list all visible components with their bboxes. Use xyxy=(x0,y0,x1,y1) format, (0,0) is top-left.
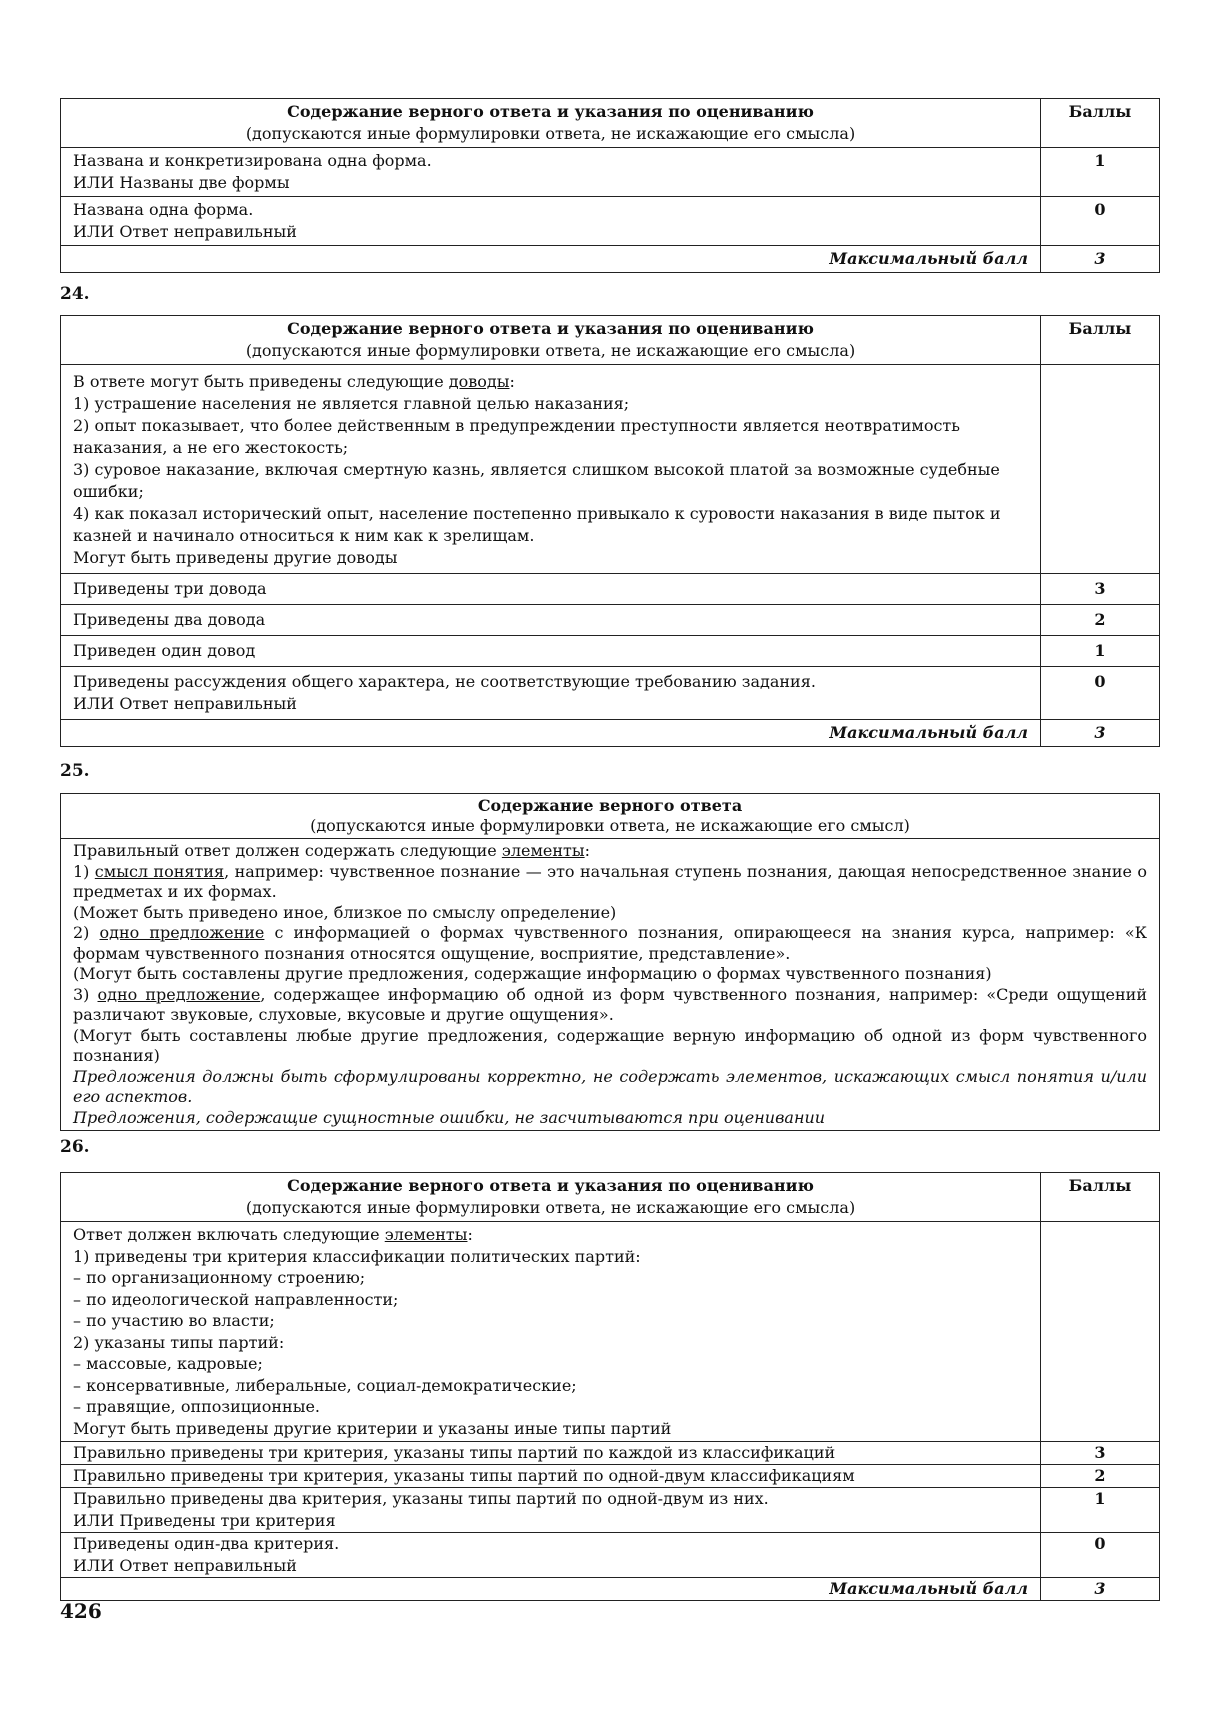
table-row xyxy=(61,1533,1160,1578)
task23-table xyxy=(60,98,1160,273)
element-note: (Может быть приведено иное, близкое по смыслу определение) xyxy=(73,902,617,922)
task25-header-sub: (допускаются иные формулировки ответа, не искажающие его смысл) xyxy=(310,816,910,835)
task26-intro xyxy=(73,1224,1028,1246)
task24-content-row xyxy=(61,365,1160,574)
intro-underlined: элементы xyxy=(384,1225,468,1244)
table-row xyxy=(61,197,1160,246)
task26-header xyxy=(61,1173,1041,1222)
row-text: Правильно приведены два критерия, указаны типы партий по одной-двум из них. xyxy=(73,1489,769,1508)
list-item: 4) как показал исторический опыт, население постепенно привыкало к суровости наказания в виде пыток и казней и начинало относиться к ним как к зрелищам. xyxy=(73,504,1001,545)
row-text: Приведены два довода xyxy=(73,610,266,629)
italic-note: Предложения должны быть сформулированы корректно, не содержать элементов, искажающих смысл понятия и/или его аспектов. xyxy=(73,1066,1147,1106)
row-text: Приведены три довода xyxy=(73,579,267,598)
element-underlined: одно предложение xyxy=(97,984,261,1004)
page-number: 426 xyxy=(60,1599,102,1623)
task24-intro xyxy=(73,371,1028,393)
table-row xyxy=(61,148,1160,197)
intro-suffix: : xyxy=(467,1225,473,1244)
list-item: 1) устрашение населения не является главной целью наказания; xyxy=(73,394,630,413)
intro-underlined: элементы xyxy=(501,841,585,860)
element-2 xyxy=(73,923,1147,964)
intro-suffix: : xyxy=(509,372,515,391)
task24-score-header: Баллы xyxy=(1041,316,1160,365)
list-item: – по участию во власти; xyxy=(73,1311,275,1330)
task26-content-row xyxy=(61,1222,1160,1442)
task23-score-header: Баллы xyxy=(1041,99,1160,148)
intro-text: Правильный ответ должен содержать следующие xyxy=(73,841,502,860)
max-score-row xyxy=(61,720,1160,747)
intro-underlined: доводы xyxy=(448,372,510,391)
row-score: 3 xyxy=(1041,1442,1160,1465)
list-item: 1) приведены три критерия классификации политических партий: xyxy=(73,1246,641,1266)
table-row xyxy=(61,1442,1160,1465)
intro-text: Ответ должен включать следующие xyxy=(73,1225,385,1244)
italic-note: Предложения, содержащие сущностные ошибки, не засчитываются при оценивании xyxy=(73,1107,826,1127)
max-score-label: Максимальный балл xyxy=(61,1578,1041,1601)
row-score: 2 xyxy=(1041,1465,1160,1488)
max-score-row xyxy=(61,246,1160,273)
row-text: ИЛИ Ответ неправильный xyxy=(73,1556,297,1575)
task26-score-header: Баллы xyxy=(1041,1173,1160,1222)
row-text: Приведены один-два критерия. xyxy=(73,1534,340,1553)
row-text: Названа и конкретизирована одна форма. xyxy=(73,151,432,170)
element-prefix: 3) xyxy=(73,984,98,1004)
row-text: Правильно приведены три критерия, указаны типы партий по каждой из классификаций xyxy=(73,1443,836,1462)
row-text: ИЛИ Ответ неправильный xyxy=(73,694,297,713)
task26-number: 26. xyxy=(60,1137,90,1157)
max-score-label: Максимальный балл xyxy=(61,246,1041,273)
row-text: Приведены рассуждения общего характера, не соответствующие требованию задания. xyxy=(73,672,816,691)
list-item: – массовые, кадровые; xyxy=(73,1354,263,1373)
closing-text: Могут быть приведены другие доводы xyxy=(73,548,398,567)
task24-header xyxy=(61,316,1041,365)
row-text: Приведен один довод xyxy=(73,641,256,660)
element-note: (Могут быть составлены любые другие предложения, содержащие верную информацию об одной из форм чувственного познания) xyxy=(73,1025,1147,1065)
task25-number: 25. xyxy=(60,761,90,781)
task24-header-sub: (допускаются иные формулировки ответа, не искажающие его смысла) xyxy=(245,341,856,360)
row-text: Названа одна форма. xyxy=(73,200,254,219)
row-text: ИЛИ Названы две формы xyxy=(73,173,290,192)
row-score: 2 xyxy=(1041,605,1160,636)
row-score: 1 xyxy=(1041,148,1160,197)
element-underlined: смысл понятия xyxy=(94,861,225,881)
table-row xyxy=(61,1488,1160,1533)
task25-header xyxy=(61,794,1160,839)
list-item: – по идеологической направленности; xyxy=(73,1289,399,1309)
task25-header-title: Содержание верного ответа xyxy=(477,796,743,815)
row-score: 1 xyxy=(1041,1488,1160,1533)
row-text: ИЛИ Ответ неправильный xyxy=(73,222,297,241)
task25-table xyxy=(60,793,1160,1131)
element-underlined: одно предложение xyxy=(99,923,265,942)
element-note: (Могут быть составлены другие предложения, содержащие информацию о формах чувственного познания) xyxy=(73,964,992,983)
task25-content-row xyxy=(61,839,1160,1131)
table-row xyxy=(61,574,1160,605)
element-text: , например: чувственное познание — это начальная ступень познания, дающая непосредственное знание о предметах и их формах. xyxy=(73,861,1147,901)
element-text: с информацией о формах чувственного познания, опирающееся на знания курса, например: «К формам чувственного познания относятся ощущение, восприятие, представление». xyxy=(73,923,1148,963)
element-prefix: 2) xyxy=(73,923,100,942)
table-row xyxy=(61,667,1160,720)
element-3 xyxy=(73,985,1147,1026)
task23-header-title: Содержание верного ответа и указания по оцениванию xyxy=(287,102,814,121)
row-text: Правильно приведены три критерия, указаны типы партий по одной-двум классификациям xyxy=(73,1466,855,1485)
task26-table xyxy=(60,1172,1160,1601)
list-item: – консервативные, либеральные, социал-демократические; xyxy=(73,1375,577,1395)
row-score: 0 xyxy=(1041,1533,1160,1578)
task23-header xyxy=(61,99,1041,148)
list-item: – по организационному строению; xyxy=(73,1268,366,1287)
task24-table xyxy=(60,315,1160,747)
max-score-value: 3 xyxy=(1041,246,1160,273)
task26-header-sub: (допускаются иные формулировки ответа, не искажающие его смысла) xyxy=(245,1198,856,1217)
task23-header-sub: (допускаются иные формулировки ответа, не искажающие его смысла) xyxy=(245,124,856,143)
element-text: , содержащее информацию об одной из форм чувственного познания, например: «Среди ощущений различают звуковые, слуховые, вкусовые и другие ощущения». xyxy=(73,984,1147,1024)
intro-suffix: : xyxy=(584,841,591,860)
list-item: 3) суровое наказание, включая смертную казнь, является слишком высокой платой за возможные судебные ошибки; xyxy=(73,460,1000,501)
row-score: 1 xyxy=(1041,636,1160,667)
max-score-value: 3 xyxy=(1041,720,1160,747)
max-score-label: Максимальный балл xyxy=(61,720,1041,747)
intro-text: В ответе могут быть приведены следующие xyxy=(73,372,449,391)
table-row xyxy=(61,636,1160,667)
list-item: – правящие, оппозиционные. xyxy=(73,1397,320,1416)
table-row xyxy=(61,605,1160,636)
list-item: Могут быть приведены другие критерии и указаны иные типы партий xyxy=(73,1418,672,1438)
task24-header-title: Содержание верного ответа и указания по оцениванию xyxy=(287,319,814,338)
element-1 xyxy=(73,862,1147,903)
task24-number: 24. xyxy=(60,284,90,304)
list-item: 2) опыт показывает, что более действенным в предупреждении преступности является неотвратимость наказания, а не его жестокость; xyxy=(73,416,960,457)
task26-header-title: Содержание верного ответа и указания по оцениванию xyxy=(287,1176,814,1195)
table-row xyxy=(61,1465,1160,1488)
max-score-row xyxy=(61,1578,1160,1601)
list-item: 2) указаны типы партий: xyxy=(73,1332,285,1352)
max-score-value: 3 xyxy=(1041,1578,1160,1601)
row-score: 3 xyxy=(1041,574,1160,605)
task25-intro xyxy=(73,841,1147,862)
row-text: ИЛИ Приведены три критерия xyxy=(73,1511,336,1530)
row-score: 0 xyxy=(1041,197,1160,246)
element-prefix: 1) xyxy=(73,861,95,881)
row-score: 0 xyxy=(1041,667,1160,720)
